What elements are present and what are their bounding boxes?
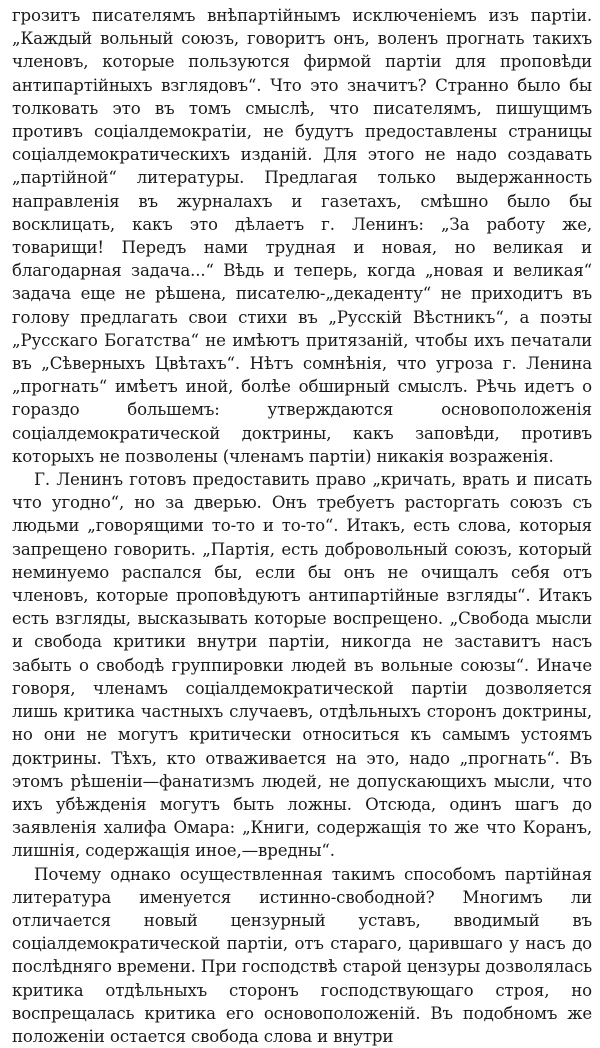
paragraph-3: Почему однако осуществленная такимъ способомъ партійная литература именуется истинно-свободной? Многимъ ли отличается новый цензурный уставъ, вводимый въ соціалдемократической партіи, отъ стараго, царившаго у насъ до послѣдняго времени. При господствѣ старой цензуры дозволялась критика отдѣльныхъ сторонъ господствующаго строя, но воспрещалась критика его основоположеній. Въ подобномъ же положеніи остается свобода слова и внутри [12,864,592,1046]
paragraph-1: грозитъ писателямъ внѣпартійнымъ исключеніемъ изъ партіи. „Каждый вольный союзъ, говоритъ онъ, воленъ прогнать такихъ членовъ, которые пользуются фирмой партіи для проповѣди антипартійныхъ взглядовъ“. Что это значитъ? Странно было бы толковать это въ томъ смыслѣ, что писателямъ, пишущимъ противъ соціалдемократіи, не будутъ предоставлены страницы соціалдемократическихъ изданій. Для этого не надо создавать „партійной“ литературы. Предлагая только выдержанность направленія въ журналахъ и газетахъ, смѣшно было бы восклицать, какъ это дѣлаетъ г. Ленинъ: „За работу же, товарищи! Передъ нами трудная и новая, но великая и благодарная задача...“ Вѣдь и теперь, когда „новая и великая“ задача еще не рѣшена, писателю-„декаденту“ не приходитъ въ голову предлагать свои стихи въ „Русскій Вѣстникъ“, а поэты „Русскаго Богатства“ не имѣютъ притязаній, чтобы ихъ печатали въ „Сѣверныхъ Цвѣтахъ“. Нѣтъ сомнѣнія, что угроза г. Ленина „прогнать“ имѣетъ иной, болѣе обширный смыслъ. Рѣчь идетъ о гораздо большемъ: утверждаются основоположенія соціалдемократической доктрины, какъ заповѣди, противъ которыхъ не позволены (членамъ партіи) никакія возраженія. [12,6,592,466]
paragraph-2: Г. Ленинъ готовъ предоставить право „кричать, врать и писать что угодно“, но за дверью. Онъ требуетъ расторгать союзъ съ людьми „говорящими то-то и то-то“. Итакъ, есть слова, которыя запрещено говорить. „Партія, есть добровольный союзъ, который неминуемо распался бы, если бы онъ не очищалъ себя отъ членовъ, которые проповѣдуютъ антипартійные взгляды“. Итакъ есть взгляды, высказывать которые воспрещено. „Свобода мысли и свобода критики внутри партіи, никогда не заставитъ насъ забыть о свободѣ группировки людей въ вольные союзы“. Иначе говоря, членамъ соціалдемократической партіи дозволяется лишь критика частныхъ случаевъ, отдѣльныхъ сторонъ доктрины, но они не могутъ критически относиться къ самымъ устоямъ доктрины. Тѣхъ, кто отваживается на это, надо „прогнать“. Въ этомъ рѣшеніи—фанатизмъ людей, не допускающихъ мысли, что ихъ убѣжденія могутъ быть ложны. Отсюда, одинъ шагъ до заявленія халифа Омара: „Книги, содержащія то же что Коранъ, лишнія, содержащія иное,—вредны“. [12,470,592,861]
